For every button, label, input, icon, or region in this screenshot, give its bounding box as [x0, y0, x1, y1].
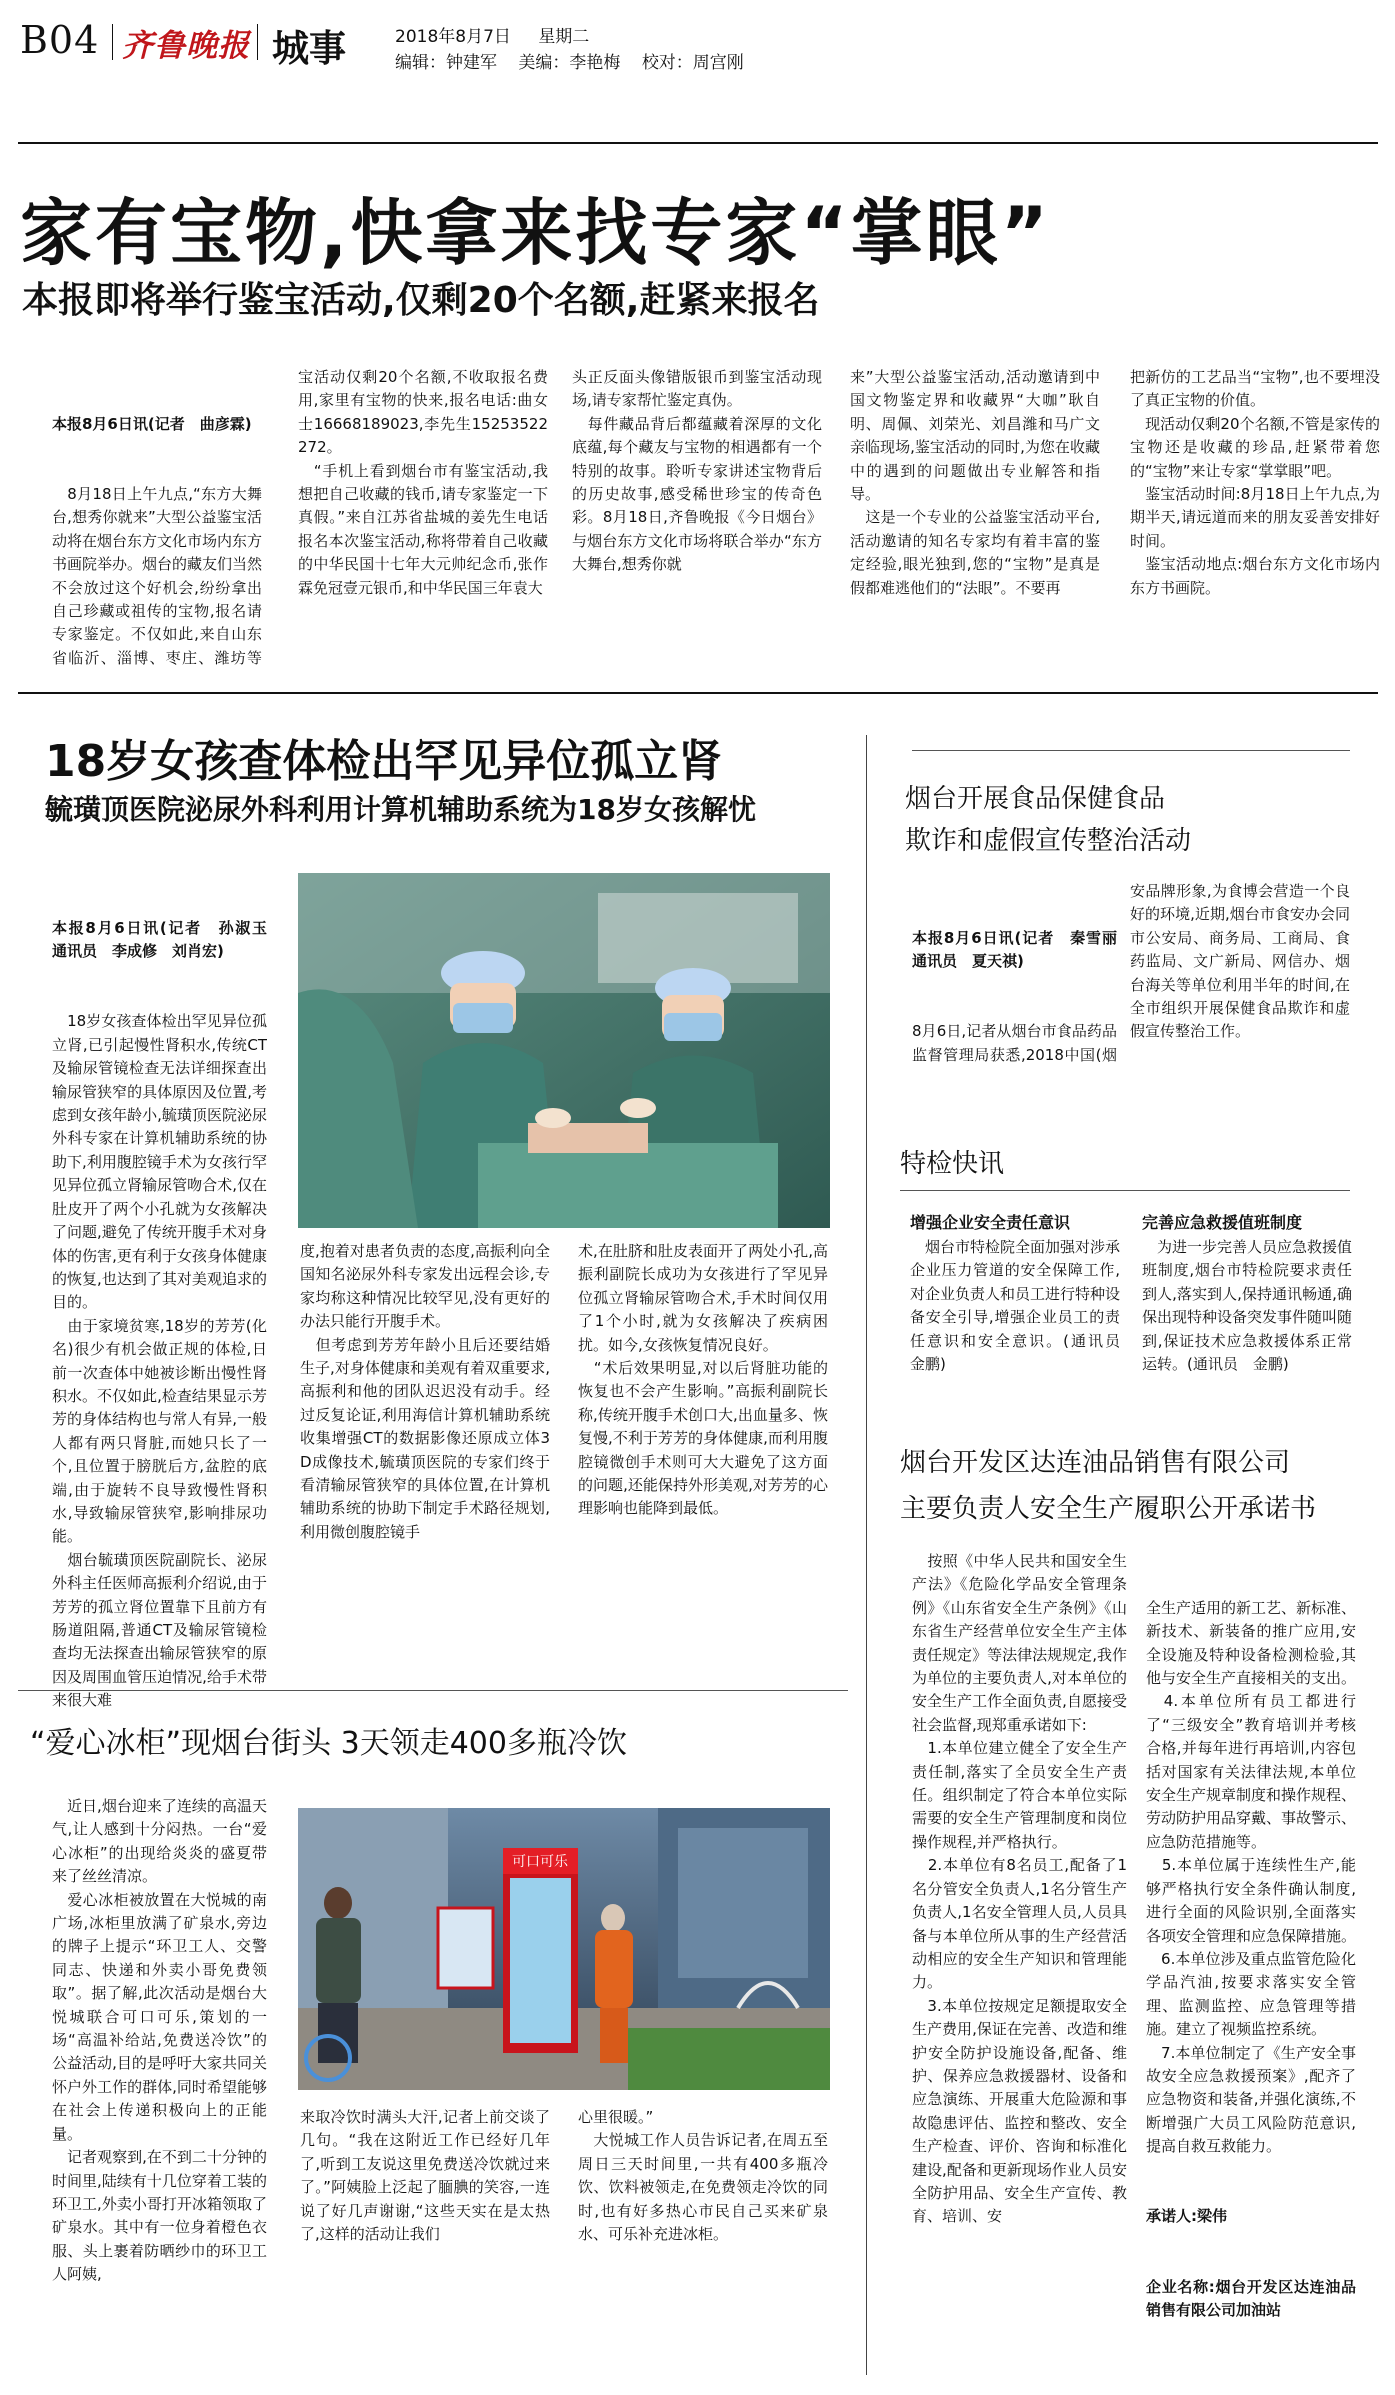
header-staff	[395, 48, 744, 73]
food-headline	[905, 778, 1191, 862]
girl-paragraph: 18岁女孩查体检出罕见异位孤立肾,已引起慢性肾积水,传统CT及输尿管镜检查无法详细探查出输尿管狭窄的具体原因及位置,考虑到女孩年龄小,毓璜顶医院泌尿外科专家在计算机辅助系统的协助下,利用腹腔镜手术为女孩行罕见异位孤立肾输尿管吻合术,仅在肚皮开了两个小孔就为女孩解决了问题,避免了传统开腹手术对身体的伤害,更有利于女孩身体健康的恢复,也达到了其对美观追求的目的。 由于家境贫寒,18岁的芳芳(化名)很少有机会做正规的体检,日前一次查体中她被诊断出慢性肾积水。不仅如此,检查结果显示芳芳的身体结构也与常人有异,一般人都有两只肾脏,而她只长了一个,且位置于膀胱后方,盆腔的底端,由于旋转不良导致慢性肾积水,导致输尿管狭窄,影响排尿功能。 烟台毓璜顶医院副院长、泌尿外科主任医师高振利介绍说,由于芳芳的孤立肾位置靠下且前方有肠道阻隔,普通CT及输尿管镜检查均无法探查出输尿管狭窄的原因及周围血管压迫情况,给手术带来很大难	[52, 1012, 267, 1710]
proof-text: 校对：周宫刚	[641, 53, 744, 73]
fridge-article-col1: 近日,烟台迎来了连续的高温天气,让人感到十分闷热。一台“爱心冰柜”的出现给炎炎的盛夏带来了丝丝清凉。 爱心冰柜被放置在大悦城的南广场,冰柜里放满了矿泉水,旁边的牌子上提示“环卫工人、交警同志、快递和外卖小哥免费领取”。据了解,此次活动是烟台大悦城联合可口可乐,策划的一场“高温补给站,免费送冷饮”的公益活动,目的是呼吁大家共同关怀户外工作的群体,同时希望能够在社会上传递积极向上的正能量。 记者观察到,在不到二十分钟的时间里,陆续有十几位穿着工装的环卫工,外卖小哥打开冰箱领取了矿泉水。其中有一位身着橙色衣服、头上裹着防晒纱巾的环卫工人阿姨,	[52, 1797, 267, 2284]
commitment-headline	[900, 1440, 1316, 1532]
commitment-col2	[1146, 1550, 1356, 2370]
girl-article-col2: 度,抱着对患者负责的态度,高振利向全国知名泌尿外科专家发出远程会诊,专家均称这种情况比较罕见,没有更好的办法只能行开腹手术。 但考虑到芳芳年龄小且后还要结婚生子,对身体健康和美观有着双重要求,高振利和他的团队迟迟没有动手。经过反复论证,利用海信计算机辅助系统收集增强CT的数据影像还原成立体3D成像技术,毓璜顶医院的专家们终于看清输尿管狭窄的具体位置,在计算机辅助系统的协助下制定手术路径规划,利用微创腹腔镜手	[300, 1242, 550, 1541]
commitment-promiser: 承诺人:梁伟	[1146, 2207, 1227, 2226]
special-news-title: 特检快讯	[900, 1149, 1005, 1179]
main-article-col5: 把新仿的工艺品当“宝物”,也不要埋没了真正宝物的价值。 现活动仅剩20个名额,不管是家传的宝物还是收藏的珍品,赶紧带着您的“宝物”来让专家“掌掌眼”吧。 鉴宝活动时间:8月18日上午九点,为期半天,请远道而来的朋友妥善安排好时间。 鉴宝活动地点:烟台东方文化市场内东方书画院。	[1130, 368, 1380, 597]
food-paragraph: 8月6日,记者从烟台市食品药品监督管理局获悉,2018中国(烟	[912, 1022, 1117, 1064]
fridge-photo-image	[298, 1808, 830, 2090]
main-article-col2: 宝活动仅剩20个名额,不收取报名费用,家里有宝物的快来,报名电话:曲女士16668189023,李先生15253522272。 “手机上看到烟台市有鉴宝活动,我想把自己收藏的钱币,请专家鉴定一下真假。”来自江苏省盐城的姜先生电话报名本次鉴宝活动,称将带着自己收藏的中华民国十七年大元帅纪念币,张作霖免冠壹元银币,和中华民国三年袁大	[298, 368, 548, 597]
art-text: 美编：李艳梅	[518, 53, 621, 73]
editor-text: 编辑：钟建军	[395, 53, 497, 73]
page-header	[0, 0, 1395, 80]
special-item1-body: 烟台市特检院全面加强对涉承企业压力管道的安全保障工作,对企业负责人和员工进行特种设备安全引导,增强企业员工的责任意识和安全意识。(通讯员 金鹏)	[910, 1238, 1120, 1374]
main-article-col3: 头正反面头像错版银币到鉴宝活动现场,请专家帮忙鉴定真伪。 每件藏品背后都蕴藏着深厚的文化底蕴,每个藏友与宝物的相遇都有一个特别的故事。聆听专家讲述宝物背后的历史故事,感受稀世珍宝的传奇色彩。8月18日,齐鲁晚报《今日烟台》与烟台东方文化市场将联合举办“东方大舞台,想秀你就	[572, 368, 822, 574]
fridge-article-col2: 来取冷饮时满头大汗,记者上前交谈了几句。“我在这附近工作已经好几年了,听到工友说这里免费送冷饮就过来了。”阿姨脸上泛起了腼腆的笑容,一连说了好几声谢谢,“这些天实在是太热了,这样的活动让我们	[300, 2108, 550, 2244]
main-article-col1	[52, 366, 262, 666]
commitment-company: 企业名称:烟台开发区达连油品销售有限公司加油站	[1146, 2277, 1356, 2319]
section-name: 城事	[272, 27, 346, 70]
girl-byline: 本报8月6日讯(记者 孙淑玉 通讯员 李成修 刘肖宏)	[52, 918, 267, 961]
commitment-headline-line2: 主要负责人安全生产履职公开承诺书	[900, 1494, 1317, 1524]
surgery-photo	[298, 873, 830, 1228]
food-article-col2: 安品牌形象,为食博会营造一个良好的环境,近期,烟台市食安办会同市公安局、商务局、工商局、食药监局、文广新局、网信办、烟台海关等单位利用半年的时间,在全市组织开展保健食品欺诈和虚假宣传整治工作。	[1130, 882, 1350, 1041]
weekday-text: 星期二	[538, 27, 590, 47]
page-number: B04	[20, 18, 100, 62]
food-byline: 本报8月6日讯(记者 秦雪丽 通讯员 夏天祺)	[912, 928, 1117, 971]
special-item2-body: 为进一步完善人员应急救援值班制度,烟台市特检院要求责任到人,落实到人,保持通讯畅通,确保出现特种设备突发事件随叫随到,保证技术应急救援体系正常运转。(通讯员 金鹏)	[1142, 1238, 1352, 1374]
fridge-brand-label: 可口可乐	[512, 1854, 568, 1870]
fridge-photo	[298, 1808, 830, 2090]
fridge-headline: “爱心冰柜”现烟台街头 3天领走400多瓶冷饮	[30, 1726, 627, 1761]
date-text: 2018年8月7日	[395, 27, 511, 47]
girl-subtitle: 毓璜顶医院泌尿外科利用计算机辅助系统为18岁女孩解忧	[45, 793, 756, 826]
main-headline: 家有宝物,快拿来找专家“掌眼”	[20, 191, 1051, 275]
special-item1-title: 增强企业安全责任意识	[910, 1213, 1071, 1232]
surgery-photo-image	[298, 873, 830, 1228]
paper-logo: 齐鲁晚报	[122, 28, 250, 64]
commitment-col1: 按照《中华人民共和国安全生产法》《危险化学品安全管理条例》《山东省安全生产条例》《山东省生产经营单位安全生产主体责任规定》等法律法规规定,我作为单位的主要负责人,对本单位的安全生产工作全面负责,自愿接受社会监督,现郑重承诺如下: 1.本单位建立健全了安全生产责任制,落实了全员安全生产责任。组织制定了符合本单位实际需要的安全生产管理制度和岗位操作规程,并严格执行。 2.本单位有8名员工,配备了1名分管安全负责人,1名分管生产负责人,1名安全管理人员,人员具备与本单位所从事的生产经营活动相应的安全生产知识和管理能力。 3.本单位按规定足额提取安全生产费用,保证在完善、改造和维护安全防护设施设备,配备、维护、保养应急救援器材、设备和应急演练、开展重大危险源和事故隐患评估、监控和整改、安全生产检查、评价、咨询和标准化建设,配备和更新现场作业人员安全防护用品、安全生产宣传、教育、培训、安	[912, 1552, 1127, 2226]
girl-article-col3: 术,在肚脐和肚皮表面开了两处小孔,高振利副院长成功为女孩进行了罕见异位孤立肾输尿管吻合术,手术时间仅用了1个小时,就为女孩解决了疾病困扰。如今,女孩恢复情况良好。 “术后效果明显,对以后肾脏功能的恢复也不会产生影响。”高振利副院长称,传统开腹手术创口大,出血量多、恢复慢,不利于芳芳的身体健康,而利用腹腔镜微创手术则可大大避免了这方面的问题,还能保持外形美观,对芳芳的心理影响也能降到最低。	[578, 1242, 828, 1518]
header-date	[395, 22, 589, 47]
commitment-paragraph: 全生产适用的新工艺、新标准、新技术、新装备的推广应用,安全设施及特种设备检测检验,其他与安全生产直接相关的支出。 4.本单位所有员工都进行了“三级安全”教育培训并考核合格,并每年进行再培训,内容包括对国家有关法律法规,本单位安全生产规章制度和操作规程、劳动防护用品穿戴、事故警示、应急防范措施等。 5.本单位属于连续性生产,能够严格执行安全条件确认制度,进行全面的风险识别,全面落实各项安全管理和应急保障措施。 6.本单位涉及重点监管危险化学品汽油,按要求落实安全管理、监测监控、应急管理等措施。建立了视频监控系统。 7.本单位制定了《生产安全事故安全应急救援预案》,配齐了应急物资和装备,并强化演练,不断增强广大员工风险防范意识,提高自救互救能力。	[1146, 1598, 1356, 2156]
girl-headline: 18岁女孩查体检出罕见异位孤立肾	[45, 736, 723, 787]
fridge-article-col3: 心里很暖。” 大悦城工作人员告诉记者,在周五至周日三天时间里,一共有400多瓶冷饮、饮料被领走,在免费领走冷饮的同时,也有好多热心市民自己买来矿泉水、可乐补充进冰柜。	[578, 2108, 828, 2244]
main-article-col4: 来”大型公益鉴宝活动,活动邀请到中国文物鉴定界和收藏界“大咖”耿自明、周佩、刘荣光、刘昌潍和马广文亲临现场,鉴宝活动的同时,为您在收藏中的遇到的问题做出专业解答和指导。 这是一个专业的公益鉴宝活动平台,活动邀请的知名专家均有着丰富的鉴定经验,眼光独到,您的“宝物”是真是假都难逃他们的“法眼”。不要再	[850, 368, 1100, 597]
food-headline-line1: 烟台开展食品保健食品	[905, 784, 1166, 814]
food-article-col1	[912, 880, 1117, 1070]
food-headline-line2: 欺诈和虚假宣传整治活动	[905, 826, 1192, 856]
special-item2-title: 完善应急救援值班制度	[1142, 1213, 1303, 1232]
commitment-headline-line1: 烟台开发区达连油品销售有限公司	[900, 1448, 1291, 1478]
commitment-credit-label	[1146, 2369, 1356, 2370]
main-paragraph: 8月18日上午九点,“东方大舞台,想秀你就来”大型公益鉴宝活动将在烟台东方文化市场内东方书画院举办。烟台的藏友们当然不会放过这个好机会,纷纷拿出自己珍藏或祖传的宝物,报名请专家鉴定。不仅如此,来自山东省临沂、淄博、枣庄、潍坊等	[52, 485, 262, 666]
main-byline: 本报8月6日讯(记者 曲彦霖)	[52, 414, 252, 433]
main-subtitle: 本报即将举行鉴宝活动,仅剩20个名额,赶紧来报名	[22, 280, 820, 321]
